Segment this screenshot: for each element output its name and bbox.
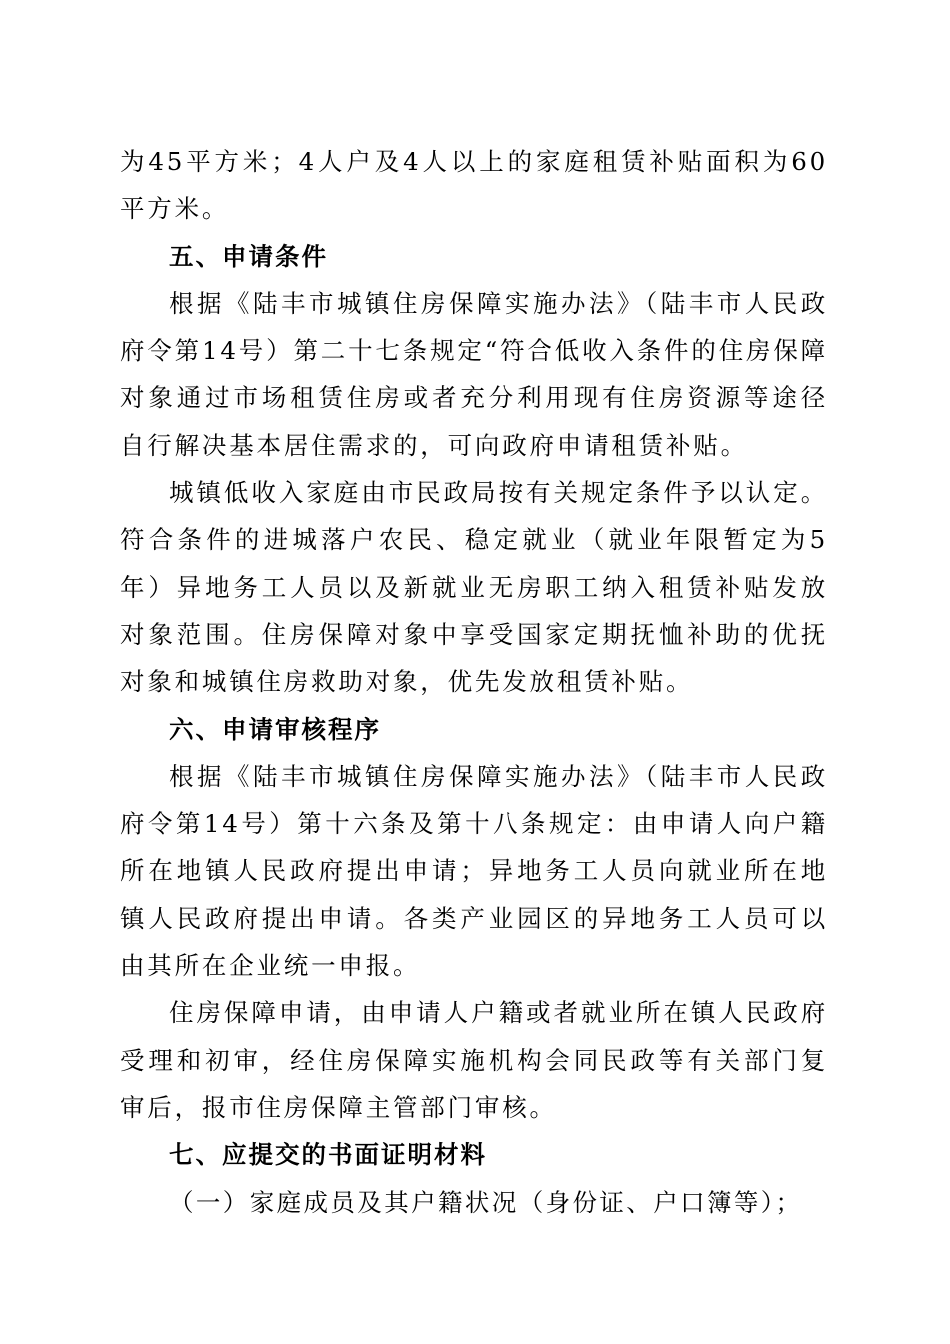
list-item: （一）家庭成员及其户籍状况（身份证、户口簿等）；	[169, 1187, 803, 1217]
paragraph: 住房保障申请，由申请人户籍或者就业所在镇人民政府受理和初审，经住房保障实施机构会同民政等有关部门复审后，报市住房保障主管部门审核。	[120, 998, 828, 1122]
document-body	[120, 138, 828, 1226]
paragraph-continuation: 为45平方米；4人户及4人以上的家庭租赁补贴面积为60平方米。	[120, 147, 828, 224]
section-heading-7: 七、应提交的书面证明材料	[169, 1140, 487, 1170]
paragraph: 根据《陆丰市城镇住房保障实施办法》（陆丰市人民政府令第14号）第十六条及第十八条规定：由申请人向户籍所在地镇人民政府提出申请；异地务工人员向就业所在地镇人民政府提出申请。各类产业园区的异地务工人员可以由其所在企业统一申报。	[120, 761, 828, 981]
paragraph: 根据《陆丰市城镇住房保障实施办法》（陆丰市人民政府令第14号）第二十七条规定“符合低收入条件的住房保障对象通过市场租赁住房或者充分利用现有住房资源等途径自行解决基本居住需求的，可向政府申请租赁补贴。	[120, 288, 828, 460]
paragraph: 城镇低收入家庭由市民政局按有关规定条件予以认定。符合条件的进城落户农民、稳定就业（就业年限暂定为5年）异地务工人员以及新就业无房职工纳入租赁补贴发放对象范围。住房保障对象中享受国家定期抚恤补助的优抚对象和城镇住房救助对象，优先发放租赁补贴。	[120, 478, 828, 697]
section-heading-5: 五、申请条件	[169, 241, 328, 271]
section-heading-6: 六、申请审核程序	[169, 714, 381, 744]
